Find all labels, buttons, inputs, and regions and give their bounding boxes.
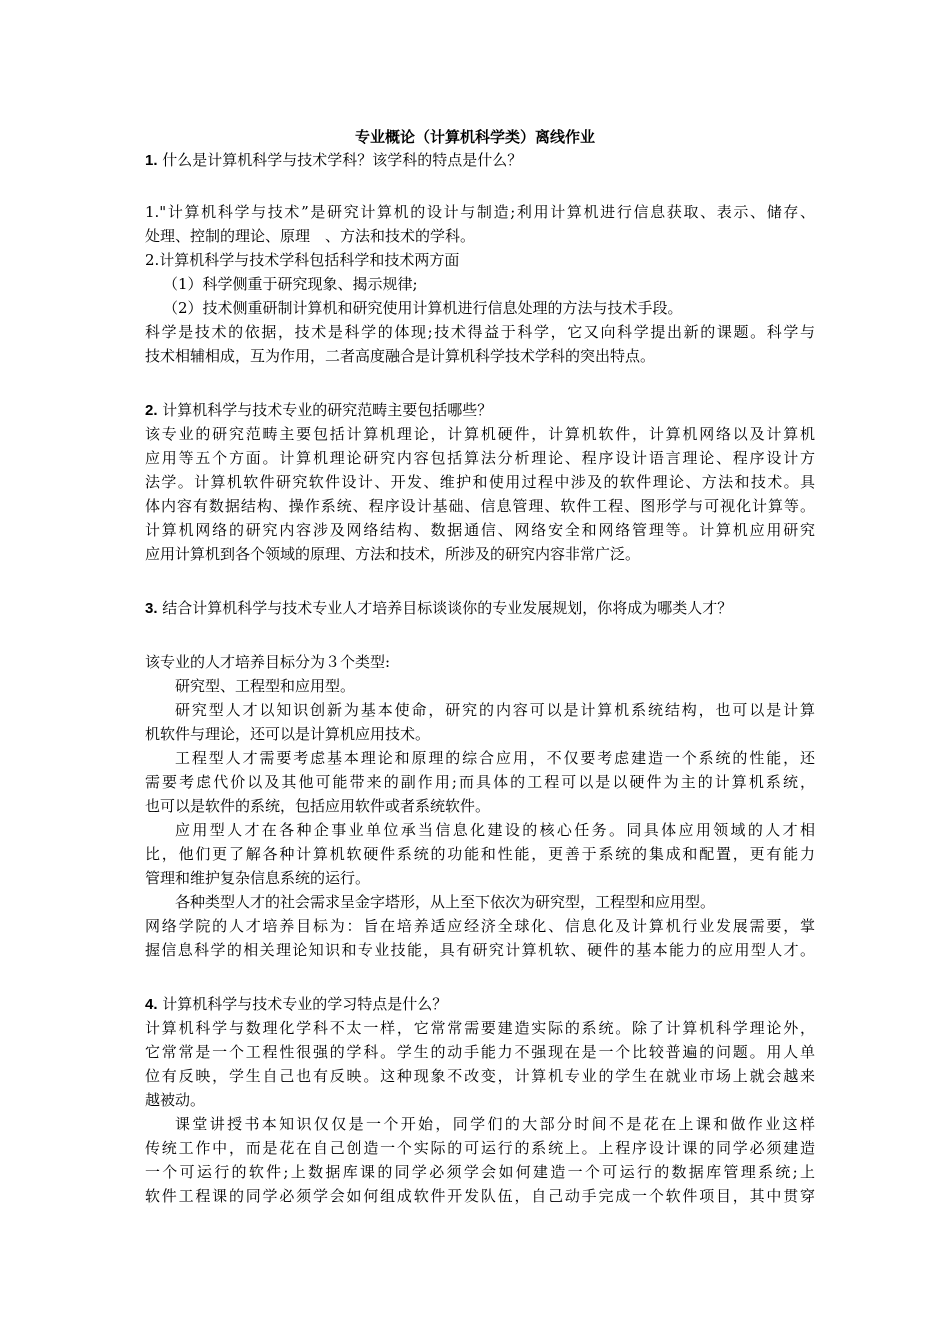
line-text: 握信息科学的相关理论知识和专业技能，具有研究计算机软、硬件的基本能力的应用型人才。 [145, 941, 815, 959]
paragraph-line [145, 845, 815, 863]
paragraph-line [175, 821, 815, 839]
line-text: 管理和维护复杂信息系统的运行。 [145, 869, 371, 887]
paragraph-line [145, 1043, 815, 1061]
line-text: 该专业的研究范畴主要包括计算机理论，计算机硬件，计算机软件，计算机网络以及计算机 [145, 425, 815, 443]
paragraph-line [145, 473, 815, 491]
line-text: 处理、控制的理论、原理 、方法和技术的学科。 [145, 227, 476, 245]
paragraph-line [145, 497, 815, 515]
paragraph-line [145, 449, 815, 467]
line-text: 网络学院的人才培养目标为：旨在培养适应经济全球化、信息化及计算机行业发展需要，掌 [145, 917, 815, 935]
line-text: 应用型人才在各种企事业单位承当信息化建设的核心任务。同具体应用领域的人才相 [175, 821, 815, 839]
line-text: 科学是技术的依据，技术是科学的体现;技术得益于科学，它又向科学提出新的课题。科学与 [145, 323, 815, 341]
line-text: （2）技术侧重研制计算机和研究使用计算机进行信息处理的方法与技术手段。 [163, 299, 683, 317]
paragraph-line [145, 1163, 815, 1181]
question-number: 4. [145, 996, 158, 1013]
paragraph-line [145, 323, 815, 341]
paragraph-line [163, 299, 815, 317]
line-text: 该专业的人才培养目标分为３个类型: [145, 653, 391, 671]
paragraph-line [145, 797, 815, 815]
question-number: 2. [145, 402, 158, 419]
paragraph-line [175, 893, 815, 911]
line-text: 研究型人才以知识创新为基本使命，研究的内容可以是计算机系统结构，也可以是计算 [175, 701, 815, 719]
line-text: 一个可运行的软件;上数据库课的同学必须学会如何建造一个可运行的数据库管理系统;上 [145, 1163, 815, 1181]
paragraph-line [175, 1115, 815, 1133]
line-text: 计算机科学与技术专业的研究范畴主要包括哪些？ [157, 401, 493, 419]
line-text: 各种类型人才的社会需求呈金字塔形，从上至下依次为研究型，工程型和应用型。 [175, 893, 716, 911]
paragraph-line [175, 701, 815, 719]
paragraph-line [145, 917, 815, 935]
paragraph-line [145, 941, 815, 959]
line-text: （1）科学侧重于研究现象、揭示规律; [163, 275, 418, 293]
line-text: 它常常是一个工程性很强的学科。学生的动手能力不强现在是一个比较普遍的问题。用人单 [145, 1043, 815, 1061]
line-text: 比，他们更了解各种计算机软硬件系统的功能和性能，更善于系统的集成和配置，更有能力 [145, 845, 815, 863]
paragraph-line [145, 1019, 815, 1037]
paragraph-line [145, 347, 815, 365]
paragraph-line [145, 227, 815, 245]
line-text: 什么是计算机科学与技术学科？该学科的特点是什么？ [157, 151, 523, 169]
question-number: 1. [145, 152, 158, 169]
line-text: 计算机科学与数理化学科不太一样，它常常需要建造实际的系统。除了计算机科学理论外， [145, 1019, 815, 1037]
question-heading [145, 151, 815, 170]
question-heading [145, 599, 815, 618]
line-text: 体内容有数据结构、操作系统、程序设计基础、信息管理、软件工程、图形学与可视化计算等。 [145, 497, 815, 515]
line-text: 位有反映，学生自己也有反映。这种现象不改变，计算机专业的学生在就业市场上就会越来 [145, 1067, 815, 1085]
paragraph-line [145, 653, 815, 671]
paragraph-line [145, 251, 815, 269]
line-text: 法学。计算机软件研究软件设计、开发、维护和使用过程中涉及的软件理论、方法和技术。具 [145, 473, 815, 491]
line-text: 传统工作中，而是花在自己创造一个实际的可运行的系统上。上程序设计课的同学必须建造 [145, 1139, 815, 1157]
paragraph-line [145, 869, 815, 887]
line-text: 计算机网络的研究内容涉及网络结构、数据通信、网络安全和网络管理等。计算机应用研究 [145, 521, 815, 539]
line-text: 技术相辅相成，互为作用，二者高度融合是计算机科学技术学科的突出特点。 [145, 347, 656, 365]
paragraph-line [175, 677, 815, 695]
paragraph-line [163, 275, 815, 293]
paragraph-line [145, 1067, 815, 1085]
line-text: 课堂讲授书本知识仅仅是一个开始，同学们的大部分时间不是花在上课和做作业这样 [175, 1115, 815, 1133]
paragraph-line [145, 521, 815, 539]
question-heading [145, 995, 815, 1014]
line-text: 应用等五个方面。计算机理论研究内容包括算法分析理论、程序设计语言理论、程序设计方 [145, 449, 815, 467]
paragraph-line [145, 773, 815, 791]
paragraph-line [145, 203, 815, 221]
paragraph-line [145, 1139, 815, 1157]
line-text: 工程型人才需要考虑基本理论和原理的综合应用，不仅要考虑建造一个系统的性能，还 [175, 749, 815, 767]
line-text: 应用计算机到各个领域的原理、方法和技术，所涉及的研究内容非常广泛。 [145, 545, 641, 563]
paragraph-line [145, 1091, 815, 1109]
line-text: 越被动。 [145, 1091, 206, 1109]
paragraph-line [175, 749, 815, 767]
line-text: 研究型、工程型和应用型。 [175, 677, 356, 695]
line-text: 软件工程课的同学必须学会如何组成软件开发队伍，自己动手完成一个软件项目，其中贯穿 [145, 1187, 815, 1205]
line-text: 也可以是软件的系统，包括应用软件或者系统软件。 [145, 797, 491, 815]
document-title: 专业概论（计算机科学类）离线作业 [354, 128, 595, 146]
line-text: 需要考虑代价以及其他可能带来的副作用;而具体的工程可以是以硬件为主的计算机系统， [145, 773, 815, 791]
line-text: 结合计算机科学与技术专业人才培养目标谈谈你的专业发展规划，你将成为哪类人才？ [157, 599, 733, 617]
line-text: 计算机科学与技术专业的学习特点是什么？ [157, 995, 448, 1013]
paragraph-line [145, 545, 815, 563]
line-text: 机软件与理论，还可以是计算机应用技术。 [145, 725, 431, 743]
question-number: 3. [145, 600, 158, 617]
paragraph-line [145, 425, 815, 443]
line-text: 1."计算机科学与技术”是研究计算机的设计与制造;利用计算机进行信息获取、表示、储存、 [145, 203, 815, 221]
line-text: 2.计算机科学与技术学科包括科学和技术两方面 [145, 251, 460, 269]
paragraph-line [145, 725, 815, 743]
question-heading [145, 401, 815, 420]
paragraph-line [145, 1187, 815, 1205]
